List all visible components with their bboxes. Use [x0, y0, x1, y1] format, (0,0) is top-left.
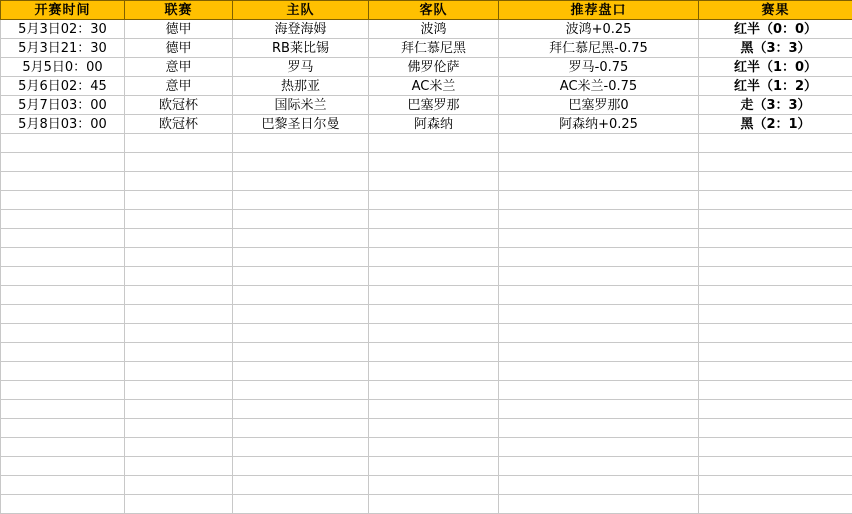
table-row-empty[interactable] — [1, 419, 852, 438]
cell-empty — [499, 476, 699, 495]
cell-empty — [233, 286, 369, 305]
cell-empty — [125, 381, 233, 400]
cell-empty — [499, 248, 699, 267]
table-row[interactable] — [1, 20, 852, 39]
cell-empty — [499, 286, 699, 305]
cell-empty — [369, 229, 499, 248]
cell-empty — [1, 229, 125, 248]
table-row-empty[interactable] — [1, 324, 852, 343]
cell-empty — [125, 419, 233, 438]
cell-empty — [699, 248, 852, 267]
cell-empty — [499, 438, 699, 457]
column-header-result: 赛果 — [699, 1, 852, 20]
table-row-empty[interactable] — [1, 343, 852, 362]
table-header-row — [1, 1, 852, 20]
cell-result: 黑（2：1） — [699, 115, 852, 134]
cell-empty — [125, 286, 233, 305]
cell-empty — [369, 134, 499, 153]
cell-empty — [499, 400, 699, 419]
table-row-empty[interactable] — [1, 229, 852, 248]
cell-empty — [699, 438, 852, 457]
cell-empty — [369, 210, 499, 229]
table-row-empty[interactable] — [1, 210, 852, 229]
cell-home-team: 罗马 — [233, 58, 369, 77]
cell-empty — [1, 191, 125, 210]
cell-empty — [125, 210, 233, 229]
cell-empty — [369, 438, 499, 457]
cell-empty — [499, 343, 699, 362]
cell-time: 5月3日21：30 — [1, 39, 125, 58]
cell-pick: AC米兰-0.75 — [499, 77, 699, 96]
cell-empty — [1, 267, 125, 286]
table-row[interactable] — [1, 96, 852, 115]
cell-empty — [125, 495, 233, 514]
table-row[interactable] — [1, 39, 852, 58]
cell-empty — [699, 286, 852, 305]
cell-empty — [369, 419, 499, 438]
cell-pick: 罗马-0.75 — [499, 58, 699, 77]
cell-empty — [369, 362, 499, 381]
cell-empty — [1, 305, 125, 324]
cell-empty — [125, 305, 233, 324]
cell-time: 5月6日02：45 — [1, 77, 125, 96]
cell-time: 5月7日03：00 — [1, 96, 125, 115]
column-header-away-team: 客队 — [369, 1, 499, 20]
cell-empty — [699, 381, 852, 400]
cell-result: 红半（1：0） — [699, 58, 852, 77]
cell-pick: 阿森纳+0.25 — [499, 115, 699, 134]
cell-result: 红半（0：0） — [699, 20, 852, 39]
cell-empty — [233, 476, 369, 495]
cell-empty — [499, 305, 699, 324]
cell-empty — [125, 438, 233, 457]
cell-empty — [369, 191, 499, 210]
cell-empty — [699, 191, 852, 210]
cell-empty — [1, 476, 125, 495]
cell-empty — [499, 362, 699, 381]
cell-home-team: 海登海姆 — [233, 20, 369, 39]
cell-empty — [499, 153, 699, 172]
column-header-home-team: 主队 — [233, 1, 369, 20]
cell-away-team: 波鸿 — [369, 20, 499, 39]
cell-empty — [369, 324, 499, 343]
cell-empty — [125, 476, 233, 495]
cell-away-team: 巴塞罗那 — [369, 96, 499, 115]
cell-empty — [699, 229, 852, 248]
cell-empty — [125, 172, 233, 191]
cell-empty — [125, 153, 233, 172]
table-row-empty[interactable] — [1, 248, 852, 267]
cell-empty — [1, 324, 125, 343]
cell-empty — [699, 305, 852, 324]
cell-empty — [699, 457, 852, 476]
table-row-empty[interactable] — [1, 286, 852, 305]
cell-empty — [499, 229, 699, 248]
cell-empty — [1, 438, 125, 457]
cell-pick: 拜仁慕尼黑-0.75 — [499, 39, 699, 58]
cell-empty — [499, 495, 699, 514]
cell-empty — [125, 191, 233, 210]
cell-time: 5月8日03：00 — [1, 115, 125, 134]
table-row-empty[interactable] — [1, 495, 852, 514]
cell-empty — [233, 229, 369, 248]
table-body — [1, 1, 852, 514]
cell-empty — [125, 248, 233, 267]
cell-league: 德甲 — [125, 39, 233, 58]
cell-empty — [233, 457, 369, 476]
cell-empty — [125, 267, 233, 286]
table-row-empty[interactable] — [1, 362, 852, 381]
cell-empty — [233, 153, 369, 172]
cell-empty — [1, 210, 125, 229]
cell-empty — [1, 134, 125, 153]
cell-empty — [499, 419, 699, 438]
cell-time: 5月3日02：30 — [1, 20, 125, 39]
cell-empty — [499, 381, 699, 400]
cell-empty — [233, 324, 369, 343]
cell-empty — [125, 324, 233, 343]
table-row-empty[interactable] — [1, 267, 852, 286]
cell-empty — [233, 362, 369, 381]
cell-empty — [369, 305, 499, 324]
cell-empty — [499, 324, 699, 343]
table-row[interactable] — [1, 115, 852, 134]
cell-empty — [233, 210, 369, 229]
cell-league: 意甲 — [125, 58, 233, 77]
cell-league: 欧冠杯 — [125, 115, 233, 134]
cell-empty — [1, 400, 125, 419]
cell-empty — [699, 267, 852, 286]
cell-empty — [499, 267, 699, 286]
cell-away-team: 阿森纳 — [369, 115, 499, 134]
table-row-empty[interactable] — [1, 153, 852, 172]
cell-league: 德甲 — [125, 20, 233, 39]
cell-empty — [233, 305, 369, 324]
table-row-empty[interactable] — [1, 476, 852, 495]
cell-empty — [699, 419, 852, 438]
table-row-empty[interactable] — [1, 172, 852, 191]
cell-empty — [699, 476, 852, 495]
cell-home-team: 热那亚 — [233, 77, 369, 96]
table-row[interactable] — [1, 58, 852, 77]
cell-empty — [233, 438, 369, 457]
cell-empty — [125, 362, 233, 381]
cell-empty — [369, 248, 499, 267]
cell-empty — [369, 457, 499, 476]
cell-empty — [1, 153, 125, 172]
cell-empty — [1, 172, 125, 191]
cell-pick: 波鸿+0.25 — [499, 20, 699, 39]
cell-empty — [369, 400, 499, 419]
table-row-empty[interactable] — [1, 457, 852, 476]
cell-empty — [233, 495, 369, 514]
cell-empty — [1, 248, 125, 267]
cell-empty — [699, 324, 852, 343]
cell-empty — [369, 153, 499, 172]
cell-time: 5月5日0：00 — [1, 58, 125, 77]
cell-empty — [125, 134, 233, 153]
cell-empty — [369, 286, 499, 305]
cell-empty — [233, 267, 369, 286]
cell-empty — [125, 343, 233, 362]
cell-empty — [1, 362, 125, 381]
cell-empty — [369, 495, 499, 514]
cell-empty — [699, 153, 852, 172]
cell-empty — [499, 210, 699, 229]
cell-league: 欧冠杯 — [125, 96, 233, 115]
cell-league: 意甲 — [125, 77, 233, 96]
cell-empty — [233, 172, 369, 191]
cell-away-team: 佛罗伦萨 — [369, 58, 499, 77]
cell-empty — [233, 419, 369, 438]
cell-empty — [125, 457, 233, 476]
cell-empty — [233, 343, 369, 362]
column-header-league: 联赛 — [125, 1, 233, 20]
cell-away-team: AC米兰 — [369, 77, 499, 96]
cell-result: 红半（1：2） — [699, 77, 852, 96]
cell-empty — [1, 457, 125, 476]
column-header-recommended-handicap: 推荐盘口 — [499, 1, 699, 20]
cell-empty — [233, 381, 369, 400]
cell-empty — [499, 172, 699, 191]
cell-empty — [1, 381, 125, 400]
cell-empty — [699, 210, 852, 229]
cell-result: 黑（3：3） — [699, 39, 852, 58]
cell-home-team: 国际米兰 — [233, 96, 369, 115]
table-row-empty[interactable] — [1, 191, 852, 210]
table-row-empty[interactable] — [1, 438, 852, 457]
cell-empty — [1, 286, 125, 305]
cell-empty — [125, 400, 233, 419]
table-row-empty[interactable] — [1, 134, 852, 153]
cell-empty — [369, 172, 499, 191]
table-row-empty[interactable] — [1, 400, 852, 419]
cell-empty — [699, 172, 852, 191]
cell-empty — [369, 381, 499, 400]
cell-empty — [233, 400, 369, 419]
cell-result: 走（3：3） — [699, 96, 852, 115]
cell-empty — [699, 343, 852, 362]
column-header-time: 开赛时间 — [1, 1, 125, 20]
table-row-empty[interactable] — [1, 381, 852, 400]
cell-empty — [699, 134, 852, 153]
cell-empty — [699, 362, 852, 381]
table-row[interactable] — [1, 77, 852, 96]
cell-empty — [233, 248, 369, 267]
cell-empty — [369, 476, 499, 495]
cell-empty — [699, 495, 852, 514]
cell-away-team: 拜仁慕尼黑 — [369, 39, 499, 58]
cell-empty — [499, 191, 699, 210]
cell-home-team: RB莱比锡 — [233, 39, 369, 58]
cell-empty — [125, 229, 233, 248]
cell-empty — [699, 400, 852, 419]
cell-pick: 巴塞罗那0 — [499, 96, 699, 115]
cell-empty — [1, 419, 125, 438]
cell-empty — [369, 267, 499, 286]
cell-empty — [233, 191, 369, 210]
cell-empty — [499, 134, 699, 153]
cell-empty — [233, 134, 369, 153]
table-row-empty[interactable] — [1, 305, 852, 324]
cell-empty — [1, 495, 125, 514]
cell-home-team: 巴黎圣日尔曼 — [233, 115, 369, 134]
cell-empty — [499, 457, 699, 476]
cell-empty — [369, 343, 499, 362]
cell-empty — [1, 343, 125, 362]
